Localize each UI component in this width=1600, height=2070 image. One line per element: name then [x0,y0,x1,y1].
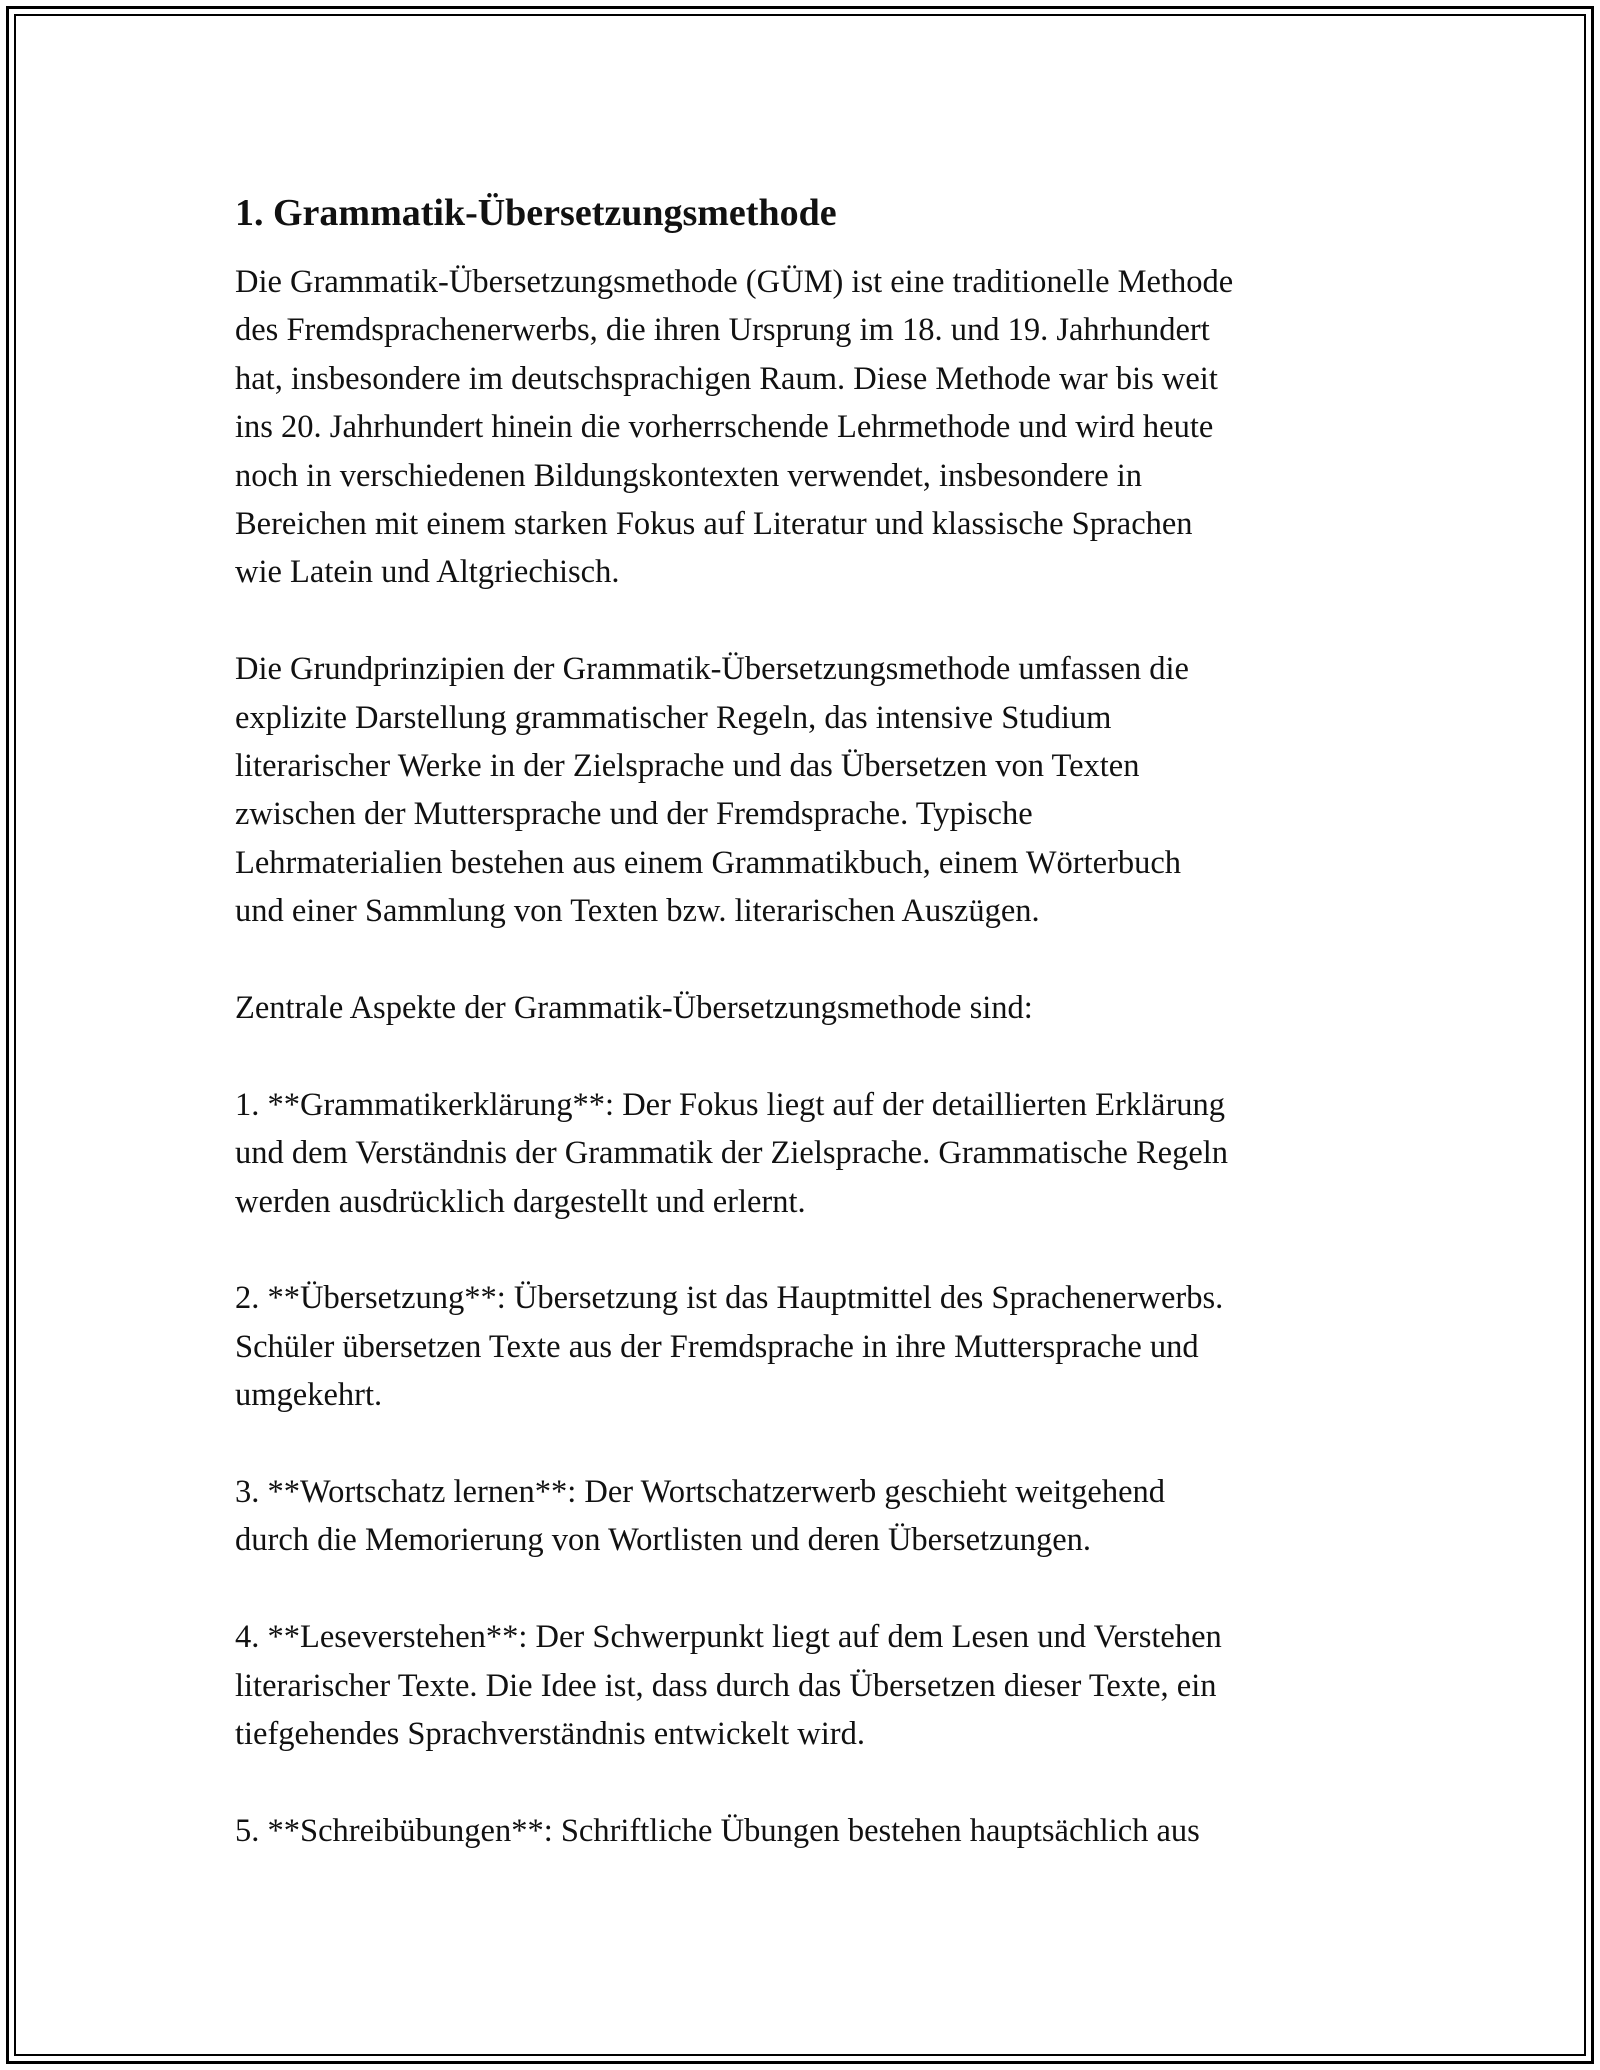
intro-paragraph: Die Grammatik-Übersetzungsmethode (GÜM) ist eine traditionelle Methode des Fremdsprachenerwerbs, die ihren Ursprung im 18. und 19. Jahrhundert hat, insbesondere im deutschsprachigen Raum. Diese Methode war bis weit ins 20. Jahrhundert hinein die vorherrschende Lehrmethode und wird heute noch in verschiedenen Bildungskontexten verwendet, insbesondere in Bereichen mit einem starken Fokus auf Literatur und klassische Sprachen wie Latein und Altgriechisch. [235,264,1234,591]
list-item-translation: 2. **Übersetzung**: Übersetzung ist das Hauptmittel des Sprachenerwerbs. Schüler übersetzen Texte aus der Fremdsprache in ihre Muttersprache und umgekehrt. [235,1280,1224,1414]
aspects-intro: Zentrale Aspekte der Grammatik-Übersetzungsmethode sind: [235,990,1033,1027]
list-item-vocabulary: 3. **Wortschatz lernen**: Der Wortschatzerwerb geschieht weitgehend durch die Memorierung von Wortlisten und deren Übersetzungen. [235,1474,1165,1559]
section-heading: 1. Grammatik-Übersetzungsmethode [235,192,837,234]
list-item-grammar: 1. **Grammatikerklärung**: Der Fokus liegt auf der detaillierten Erklärung und dem Verständnis der Grammatik der Zielsprache. Grammatische Regeln werden ausdrücklich dargestellt und erlernt. [235,1086,1229,1220]
list-item-writing: 5. **Schreibübungen**: Schriftliche Übungen bestehen hauptsächlich aus [235,1812,1200,1849]
list-item-reading: 4. **Leseverstehen**: Der Schwerpunkt liegt auf dem Lesen und Verstehen literarischer Texte. Die Idee ist, dass durch das Übersetzen dieser Texte, ein tiefgehendes Sprachverständnis entwickelt wird. [235,1619,1222,1753]
principles-paragraph: Die Grundprinzipien der Grammatik-Übersetzungsmethode umfassen die explizite Darstellung grammatischer Regeln, das intensive Studium literarischer Werke in der Zielsprache und das Übersetzen von Texten zwischen der Muttersprache und der Fremdsprache. Typische Lehrmaterialien bestehen aus einem Grammatikbuch, einem Wörterbuch und einer Sammlung von Texten bzw. literarischen Auszügen. [235,651,1189,930]
document-body [235,184,1385,1904]
